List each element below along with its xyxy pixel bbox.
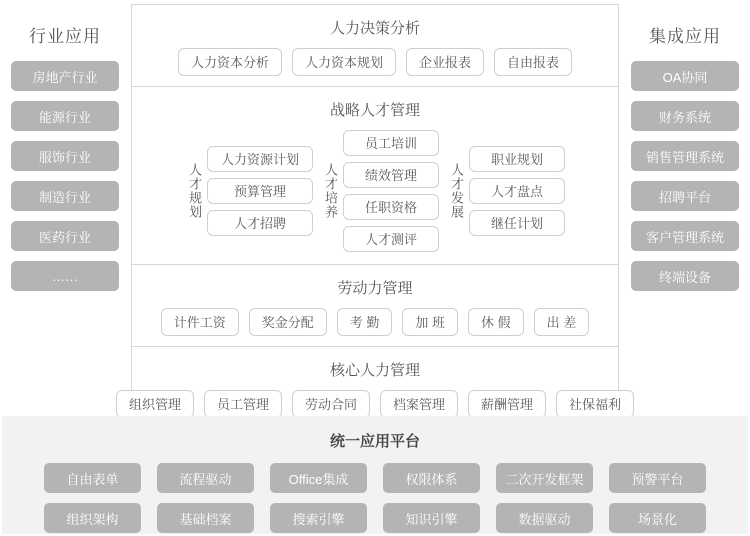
development-item-qualification[interactable]: 任职资格 (343, 194, 439, 220)
decision-analysis-title: 人力决策分析 (329, 20, 420, 37)
planning-item-hr-plan[interactable]: 人力资源计划 (207, 146, 313, 172)
core-item-contract[interactable]: 劳动合同 (292, 390, 370, 418)
platform-item-org-structure[interactable]: 组织架构 (44, 503, 141, 533)
core-hr-title: 核心人力管理 (329, 362, 420, 379)
development-item-training[interactable]: 员工培训 (343, 130, 439, 156)
growth-item-talent-review[interactable]: 人才盘点 (469, 178, 565, 204)
group-talent-planning (185, 146, 313, 236)
core-item-benefits[interactable]: 社保福利 (556, 390, 634, 418)
industry-applications-column (2, 8, 128, 308)
integration-item-crm[interactable]: 客户管理系统 (631, 221, 739, 251)
decision-item-capital-planning[interactable]: 人力资本规划 (292, 48, 396, 76)
core-item-compensation[interactable]: 薪酬管理 (468, 390, 546, 418)
decision-item-free-report[interactable]: 自由报表 (494, 48, 572, 76)
group-talent-growth (447, 146, 565, 236)
platform-row-2 (2, 503, 748, 533)
strategic-talent-groups (132, 130, 618, 254)
planning-item-budget[interactable]: 预算管理 (207, 178, 313, 204)
decision-item-capital-analysis[interactable]: 人力资本分析 (178, 48, 282, 76)
workforce-item-business-trip[interactable]: 出 差 (534, 308, 590, 336)
platform-item-data-driven[interactable]: 数据驱动 (496, 503, 593, 533)
platform-item-basic-archive[interactable]: 基础档案 (157, 503, 254, 533)
section-workforce-management (132, 265, 618, 347)
development-item-performance[interactable]: 绩效管理 (343, 162, 439, 188)
integration-applications-column (622, 8, 748, 308)
industry-item-manufacturing[interactable]: 制造行业 (11, 181, 119, 211)
platform-item-free-form[interactable]: 自由表单 (44, 463, 141, 493)
workforce-management-title: 劳动力管理 (337, 280, 413, 297)
industry-item-apparel[interactable]: 服饰行业 (11, 141, 119, 171)
core-item-employee[interactable]: 员工管理 (204, 390, 282, 418)
platform-item-dev-framework[interactable]: 二次开发框架 (496, 463, 593, 493)
section-decision-analysis (132, 5, 618, 87)
platform-item-search-engine[interactable]: 搜索引擎 (270, 503, 367, 533)
workforce-item-overtime[interactable]: 加 班 (402, 308, 458, 336)
growth-item-succession[interactable]: 继任计划 (469, 210, 565, 236)
integration-item-oa[interactable]: OA协同 (631, 61, 739, 91)
industry-item-more[interactable]: …… (11, 261, 119, 291)
development-item-assessment[interactable]: 人才测评 (343, 226, 439, 252)
group-talent-development-label: 人才培养 (323, 163, 338, 219)
integration-item-sales[interactable]: 销售管理系统 (631, 141, 739, 171)
industry-applications-title: 行业应用 (29, 27, 101, 46)
group-talent-growth-items (469, 146, 565, 236)
platform-row-1 (2, 463, 748, 493)
integration-item-finance[interactable]: 财务系统 (631, 101, 739, 131)
strategic-talent-title: 战略人才管理 (329, 102, 420, 119)
core-hr-items (128, 390, 622, 418)
workforce-item-leave[interactable]: 休 假 (468, 308, 524, 336)
platform-item-alert-platform[interactable]: 预警平台 (609, 463, 706, 493)
core-item-archive[interactable]: 档案管理 (380, 390, 458, 418)
platform-item-scenario[interactable]: 场景化 (609, 503, 706, 533)
workforce-management-items (132, 308, 618, 336)
unified-platform-section (2, 416, 748, 534)
platform-item-knowledge-engine[interactable]: 知识引擎 (383, 503, 480, 533)
industry-item-energy[interactable]: 能源行业 (11, 101, 119, 131)
group-talent-planning-label: 人才规划 (187, 163, 202, 219)
integration-applications-title: 集成应用 (649, 27, 721, 46)
unified-platform-title: 统一应用平台 (329, 433, 420, 450)
platform-item-permissions[interactable]: 权限体系 (383, 463, 480, 493)
planning-item-recruitment[interactable]: 人才招聘 (207, 210, 313, 236)
industry-item-real-estate[interactable]: 房地产行业 (11, 61, 119, 91)
center-stack (128, 4, 622, 429)
group-talent-growth-label: 人才发展 (449, 163, 464, 219)
integration-item-terminal[interactable]: 终端设备 (631, 261, 739, 291)
core-item-organization[interactable]: 组织管理 (116, 390, 194, 418)
workforce-item-bonus[interactable]: 奖金分配 (249, 308, 327, 336)
industry-item-pharma[interactable]: 医药行业 (11, 221, 119, 251)
group-talent-development (321, 130, 439, 252)
decision-analysis-items (132, 48, 618, 76)
group-talent-development-items (343, 130, 439, 252)
workforce-item-attendance[interactable]: 考 勤 (337, 308, 393, 336)
growth-item-career-planning[interactable]: 职业规划 (469, 146, 565, 172)
integration-item-recruiting[interactable]: 招聘平台 (631, 181, 739, 211)
workforce-item-piece-rate[interactable]: 计件工资 (161, 308, 239, 336)
platform-item-office-integration[interactable]: Office集成 (270, 463, 367, 493)
section-strategic-talent (132, 87, 618, 265)
platform-item-process-driven[interactable]: 流程驱动 (157, 463, 254, 493)
decision-item-enterprise-report[interactable]: 企业报表 (406, 48, 484, 76)
group-talent-planning-items (207, 146, 313, 236)
